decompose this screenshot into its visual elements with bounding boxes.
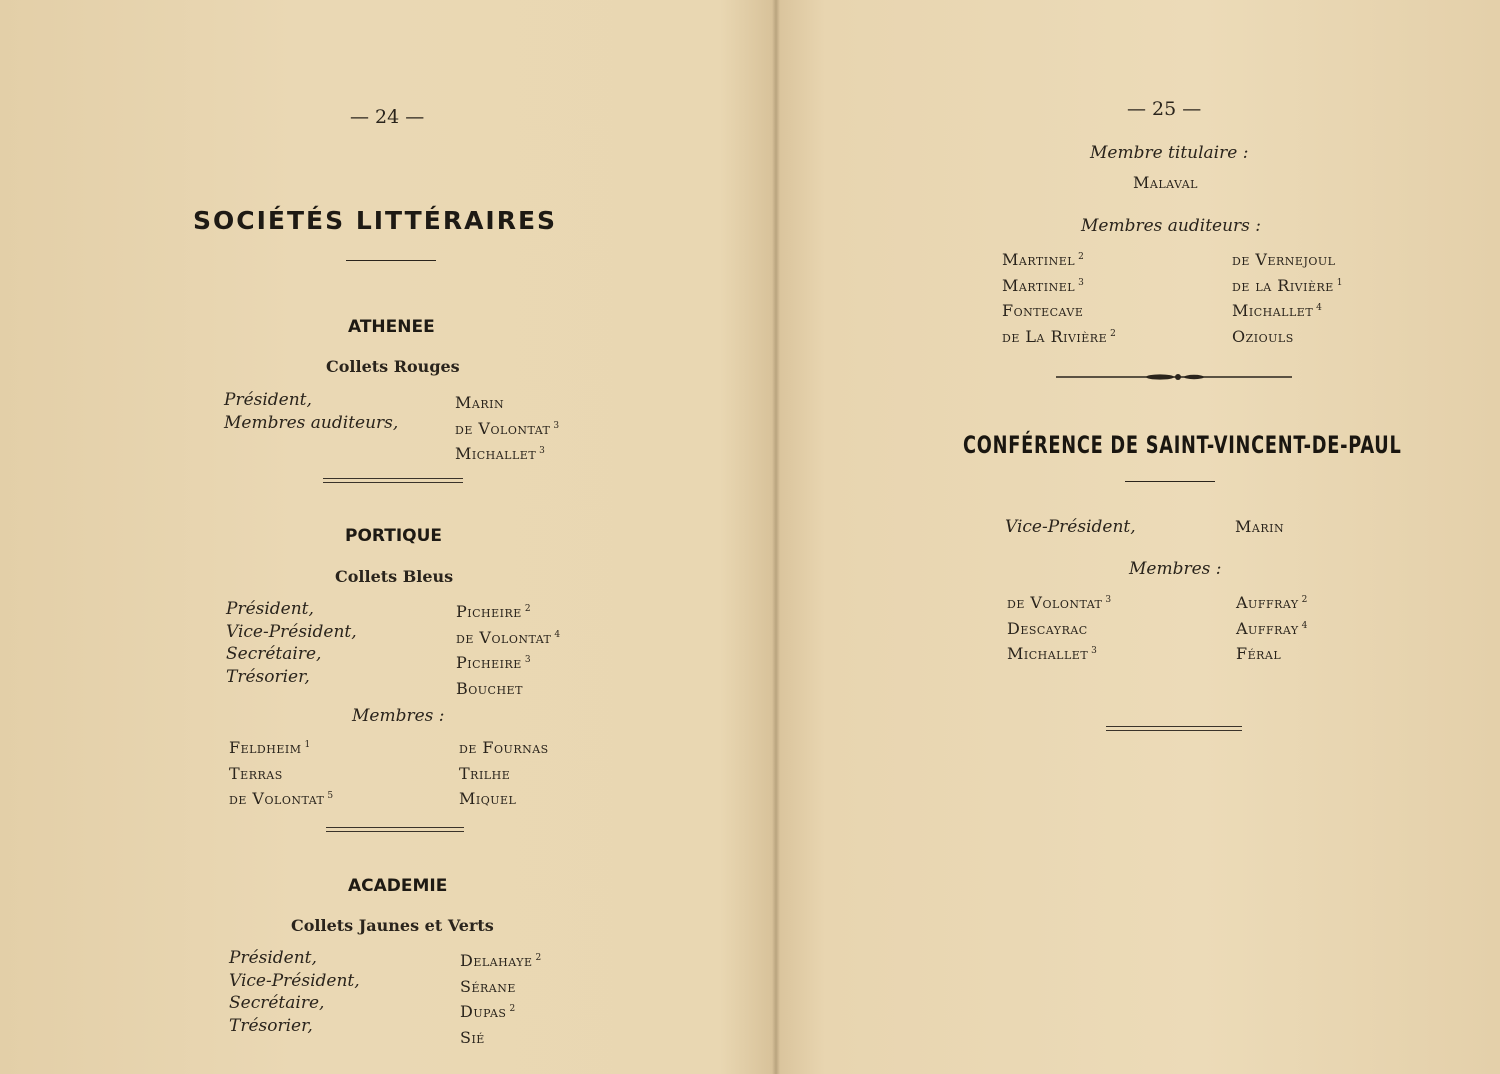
footnote-marker: 4 <box>554 629 561 640</box>
member-name-text: Sérane <box>460 976 516 996</box>
member-name <box>460 973 542 999</box>
auditeurs-label: Membres auditeurs : <box>1081 216 1262 236</box>
member-name <box>455 440 560 466</box>
member-name <box>1007 615 1112 641</box>
members-label: Membres : <box>352 706 445 726</box>
member-name-text: Michallet <box>1007 644 1089 663</box>
member-name <box>1007 589 1112 615</box>
member-name <box>460 947 542 973</box>
member-name-text: Descayrac <box>1007 618 1088 638</box>
book-gutter <box>772 0 780 1074</box>
member-name-text: Picheire <box>456 653 522 672</box>
member-name <box>1232 246 1343 272</box>
member-name <box>1236 640 1308 666</box>
page-title: SOCIÉTÉS LITTÉRAIRES <box>193 206 558 235</box>
footnote-marker: 4 <box>1301 620 1308 631</box>
footnote-marker: 2 <box>1301 595 1308 605</box>
role-label: Trésorier, <box>229 1015 313 1036</box>
section-divider <box>323 478 463 483</box>
page-number: — 24 — <box>350 106 425 128</box>
footnote-marker: 3 <box>539 446 546 456</box>
role-label: Vice-Président, <box>226 621 357 642</box>
role-label: Secrétaire, <box>226 644 322 664</box>
member-name-text: Miquel <box>459 789 517 808</box>
member-name-text: Michallet <box>1232 301 1314 320</box>
member-name <box>455 389 560 415</box>
auditeurs-left <box>1002 246 1116 348</box>
member-name-text: Oziouls <box>1232 326 1294 346</box>
role-label: Président, <box>226 599 314 619</box>
member-name <box>1232 323 1343 349</box>
member-name-text: Sié <box>460 1027 485 1047</box>
member-name <box>1232 297 1343 323</box>
member-name <box>1002 272 1116 298</box>
portique-names <box>456 598 561 700</box>
footnote-marker: 3 <box>1105 595 1112 605</box>
member-name-text: de Fournas <box>459 738 549 757</box>
section-subtitle-portique: Collets Bleus <box>335 567 454 586</box>
footnote-marker: 2 <box>535 953 542 963</box>
footnote-marker: 3 <box>524 655 532 665</box>
footnote-marker: 2 <box>524 604 532 614</box>
title-underline <box>346 260 436 261</box>
athenee-names <box>455 389 560 466</box>
member-name-text: de Volontat <box>229 789 325 808</box>
member-name <box>460 998 542 1024</box>
section-subtitle-academie: Collets Jaunes et Verts <box>291 916 494 935</box>
section-divider <box>1106 726 1242 731</box>
member-name <box>456 624 561 650</box>
footnote-marker: 2 <box>1110 328 1117 339</box>
member-name-text: Fontecave <box>1002 301 1084 320</box>
member-name-text: Michallet <box>455 444 537 463</box>
academie-roles <box>229 947 360 1037</box>
member-name-text: Martinel <box>1002 275 1076 295</box>
athenee-roles <box>224 389 398 434</box>
member-name-text: de la Rivière <box>1232 275 1334 295</box>
member-name-text: Dupas <box>460 1002 507 1021</box>
member-name-text: Bouchet <box>456 678 523 698</box>
page-number: — 25 — <box>1127 98 1202 120</box>
member-name-text: de Vernejoul <box>1232 250 1336 269</box>
role-label: Vice-Président, <box>1005 517 1136 537</box>
member-name-text: Martinel <box>1002 250 1076 269</box>
footnote-marker: 1 <box>1336 277 1344 288</box>
member-name <box>459 785 552 811</box>
member-name <box>1236 589 1308 615</box>
member-name-text: Trilhe <box>459 763 511 783</box>
footnote-marker: 2 <box>1078 252 1085 262</box>
section-divider <box>326 827 464 832</box>
titulaire-name: Malaval <box>1133 173 1198 192</box>
member-name <box>1002 246 1116 272</box>
member-name <box>1232 272 1343 298</box>
title-underline <box>1125 481 1215 482</box>
auditeurs-right <box>1232 246 1343 348</box>
member-name <box>1002 297 1116 323</box>
member-name <box>456 598 561 624</box>
section-title-academie: ACADEMIE <box>348 876 448 896</box>
section-title-portique: PORTIQUE <box>345 526 443 546</box>
ornamental-divider <box>1054 370 1294 384</box>
member-name-text: Delahaye <box>460 951 533 970</box>
footnote-marker: 3 <box>1078 277 1085 288</box>
member-name <box>1236 615 1308 641</box>
section-subtitle-athenee: Collets Rouges <box>326 357 460 376</box>
portique-members-left <box>229 734 334 811</box>
member-name-text: Terras <box>229 763 283 783</box>
footnote-marker: 4 <box>1316 303 1323 313</box>
footnote-marker: 1 <box>304 740 311 750</box>
member-name <box>1002 323 1116 349</box>
member-name <box>459 734 552 760</box>
role-label: Membres auditeurs, <box>224 412 399 433</box>
footnote-marker: 2 <box>509 1004 516 1014</box>
member-name <box>229 785 334 811</box>
portique-members-right <box>459 734 552 811</box>
member-name <box>1007 640 1112 666</box>
member-name-text: de Volontat <box>1007 593 1103 612</box>
role-label: Président, <box>224 390 312 410</box>
member-name <box>455 415 560 441</box>
footnote-marker: 3 <box>1091 646 1098 656</box>
members-label: Membres : <box>1129 559 1222 579</box>
section-title-athenee: ATHENEE <box>348 317 435 337</box>
conference-members-right <box>1236 589 1308 666</box>
footnote-marker: 3 <box>553 420 560 431</box>
member-name <box>456 649 561 675</box>
member-name-text: Picheire <box>456 602 522 621</box>
academie-names <box>460 947 542 1049</box>
role-label: Secrétaire, <box>229 993 325 1013</box>
role-label: Trésorier, <box>226 666 310 687</box>
member-name <box>459 760 552 786</box>
member-name-text: de La Rivière <box>1002 326 1108 346</box>
conference-members-left <box>1007 589 1112 666</box>
member-name-text: Auffray <box>1236 618 1299 638</box>
member-name: Marin <box>1235 517 1285 536</box>
member-name-text: Marin <box>455 393 505 412</box>
member-name-text: Feldheim <box>229 738 302 757</box>
role-label: Vice-Président, <box>229 970 360 991</box>
member-name <box>229 734 334 760</box>
member-name <box>229 760 334 786</box>
portique-roles <box>226 598 357 688</box>
role-label: Président, <box>229 948 317 968</box>
section-title-conference: CONFÉRENCE DE SAINT-VINCENT-DE-PAUL <box>963 431 1402 459</box>
member-name <box>456 675 561 701</box>
member-name <box>460 1024 542 1050</box>
right-page <box>780 0 1500 1074</box>
member-name-text: de Volontat <box>456 627 552 647</box>
titulaire-label: Membre titulaire : <box>1090 143 1249 163</box>
member-name-text: de Volontat <box>455 418 551 438</box>
member-name-text: Auffray <box>1236 593 1299 612</box>
member-name-text: Féral <box>1236 644 1282 663</box>
footnote-marker: 5 <box>327 791 334 801</box>
